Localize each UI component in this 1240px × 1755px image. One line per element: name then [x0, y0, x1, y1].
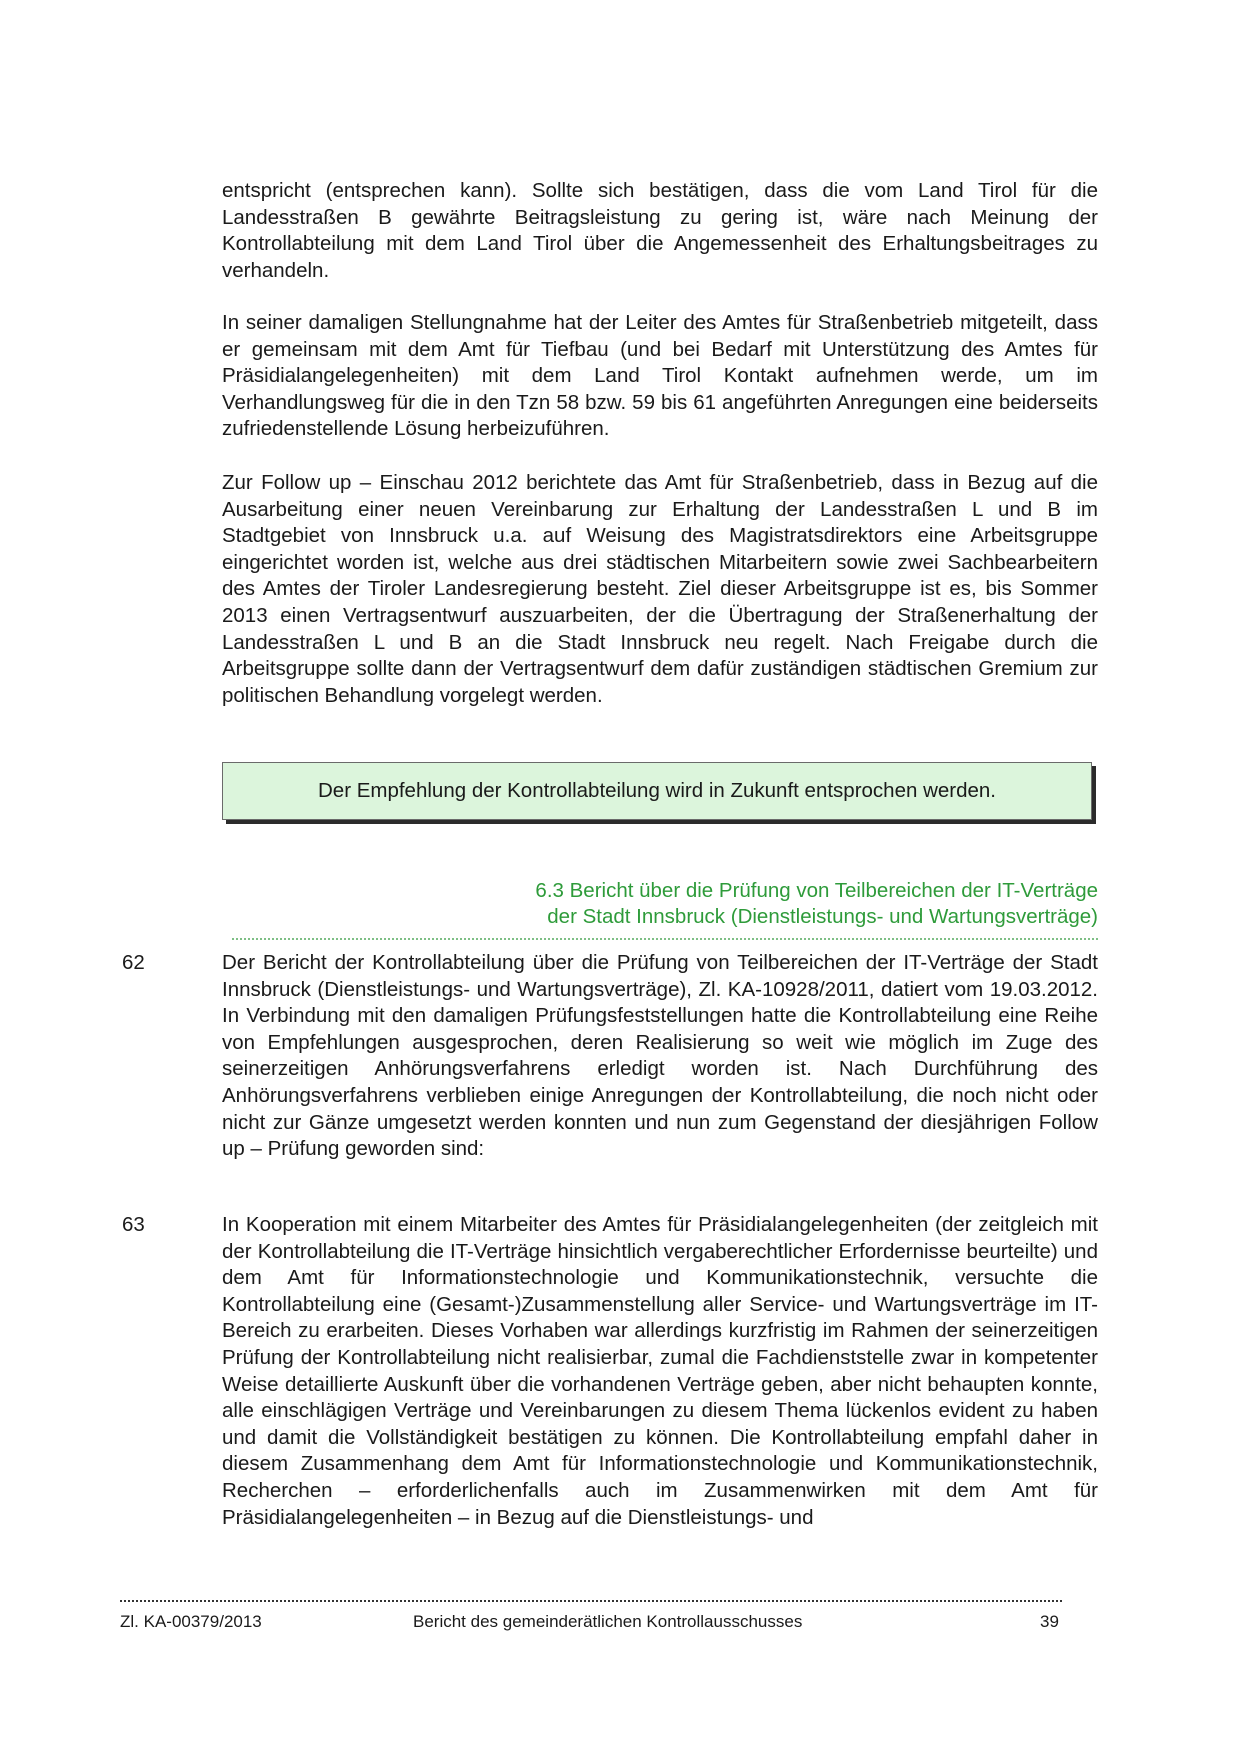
paragraph-62-text: Der Bericht der Kontrollabteilung über die Prüfung von Teilbereichen der IT-Verträge der Stadt Innsbruck (Dienstleistungs- und Wartungsverträge), Zl. KA-10928/2011, datiert vom 19.03.2012. In Verbindung mit den damaligen Prüfungsfeststellungen hatte die Kontrollabteilung eine Reihe von Empfehlungen ausgesprochen, deren Realisierung so weit wie möglich im Zuge des seinerzeitigen Anhörungsverfahrens erledigt worden ist. Nach Durchführung des Anhörungsverfahrens verblieben einige Anregungen der Kontrollabteilung, die noch nicht oder nicht zur Gänze umgesetzt werden konnten und nun zum Gegenstand der diesjährigen Follow up – Prüfung geworden sind:	[222, 951, 1098, 1161]
footer-divider	[120, 1600, 1062, 1602]
footer-title: Bericht des gemeinderätlichen Kontrollausschusses	[413, 1612, 803, 1631]
paragraph-2	[222, 310, 1098, 443]
paragraph-63	[222, 1212, 1098, 1531]
footer-page-number: 39	[1040, 1612, 1059, 1631]
paragraph-1-text: entspricht (entsprechen kann). Sollte sich bestätigen, dass die vom Land Tirol für die Landesstraßen B gewährte Beitragsleistung zu gering ist, wäre nach Meinung der Kontrollabteilung mit dem Land Tirol über die Angemessenheit des Erhaltungsbeitrages zu verhandeln.	[222, 179, 1098, 282]
paragraph-number-63: 63	[122, 1213, 145, 1236]
section-heading-line-1: 6.3 Bericht über die Prüfung von Teilbereichen der IT-Verträge	[535, 879, 1098, 902]
paragraph-3-text: Zur Follow up – Einschau 2012 berichtete das Amt für Straßenbetrieb, dass in Bezug auf die Ausarbeitung einer neuen Vereinbarung zur Erhaltung der Landesstraßen L und B im Stadtgebiet von Innsbruck u.a. auf Weisung des Magistratsdirektors eine Arbeitsgruppe eingerichtet worden ist, welche aus drei städtischen Mitarbeitern sowie zwei Sachbearbeitern des Amtes der Tiroler Landesregierung besteht. Ziel dieser Arbeitsgruppe ist es, bis Sommer 2013 einen Vertragsentwurf auszuarbeiten, der die Übertragung der Straßenerhaltung der Landesstraßen L und B an die Stadt Innsbruck neu regelt. Nach Freigabe durch die Arbeitsgruppe sollte dann der Vertragsentwurf dem dafür zuständigen städtischen Gremium zur politischen Behandlung vorgelegt werden.	[222, 471, 1098, 707]
paragraph-3	[222, 470, 1098, 709]
section-heading-line-2: der Stadt Innsbruck (Dienstleistungs- und Wartungsverträge)	[547, 905, 1098, 928]
paragraph-63-text: In Kooperation mit einem Mitarbeiter des Amtes für Präsidialangelegenheiten (der zeitgleich mit der Kontrollabteilung die IT-Verträge hinsichtlich vergaberechtlicher Erfordernisse beurteilte) und dem Amt für Informationstechnologie und Kommunikationstechnik, versuchte die Kontrollabteilung eine (Gesamt-)Zusammenstellung aller Service- und Wartungsverträge im IT-Bereich zu erarbeiten. Dieses Vorhaben war allerdings kurzfristig im Rahmen der seinerzeitigen Prüfung der Kontrollabteilung nicht realisierbar, zumal die Fachdienststelle zwar in kompetenter Weise detaillierte Auskunft über die vorhandenen Verträge geben, aber nicht behaupten konnte, alle einschlägigen Verträge und Vereinbarungen zu diesem Thema lückenlos evident zu haben und damit die Vollständigkeit bestätigen zu können. Die Kontrollabteilung empfahl daher in diesem Zusammenhang dem Amt für Informationstechnologie und Kommunikationstechnik, Recherchen – erforderlichenfalls auch im Zusammenwirken mit dem Amt für Präsidialangelegenheiten – in Bezug auf die Dienstleistungs- und	[222, 1213, 1098, 1529]
footer-reference: Zl. KA-00379/2013	[120, 1612, 262, 1631]
paragraph-62	[222, 950, 1098, 1163]
section-heading	[398, 878, 1098, 930]
section-heading-divider	[232, 938, 1098, 940]
recommendation-callout-box	[222, 762, 1092, 820]
paragraph-2-text: In seiner damaligen Stellungnahme hat der Leiter des Amtes für Straßenbetrieb mitgeteilt, dass er gemeinsam mit dem Amt für Tiefbau (und bei Bedarf mit Unterstützung des Amtes für Präsidialangelegenheiten) mit dem Land Tirol Kontakt aufnehmen werde, um im Verhandlungsweg für die in den Tzn 58 bzw. 59 bis 61 angeführten Anregungen eine beiderseits zufriedenstellende Lösung herbeizuführen.	[222, 311, 1098, 441]
recommendation-callout-text: Der Empfehlung der Kontrollabteilung wird in Zukunft entsprochen werden.	[317, 779, 997, 802]
paragraph-number-62: 62	[122, 951, 145, 974]
paragraph-1	[222, 178, 1098, 284]
